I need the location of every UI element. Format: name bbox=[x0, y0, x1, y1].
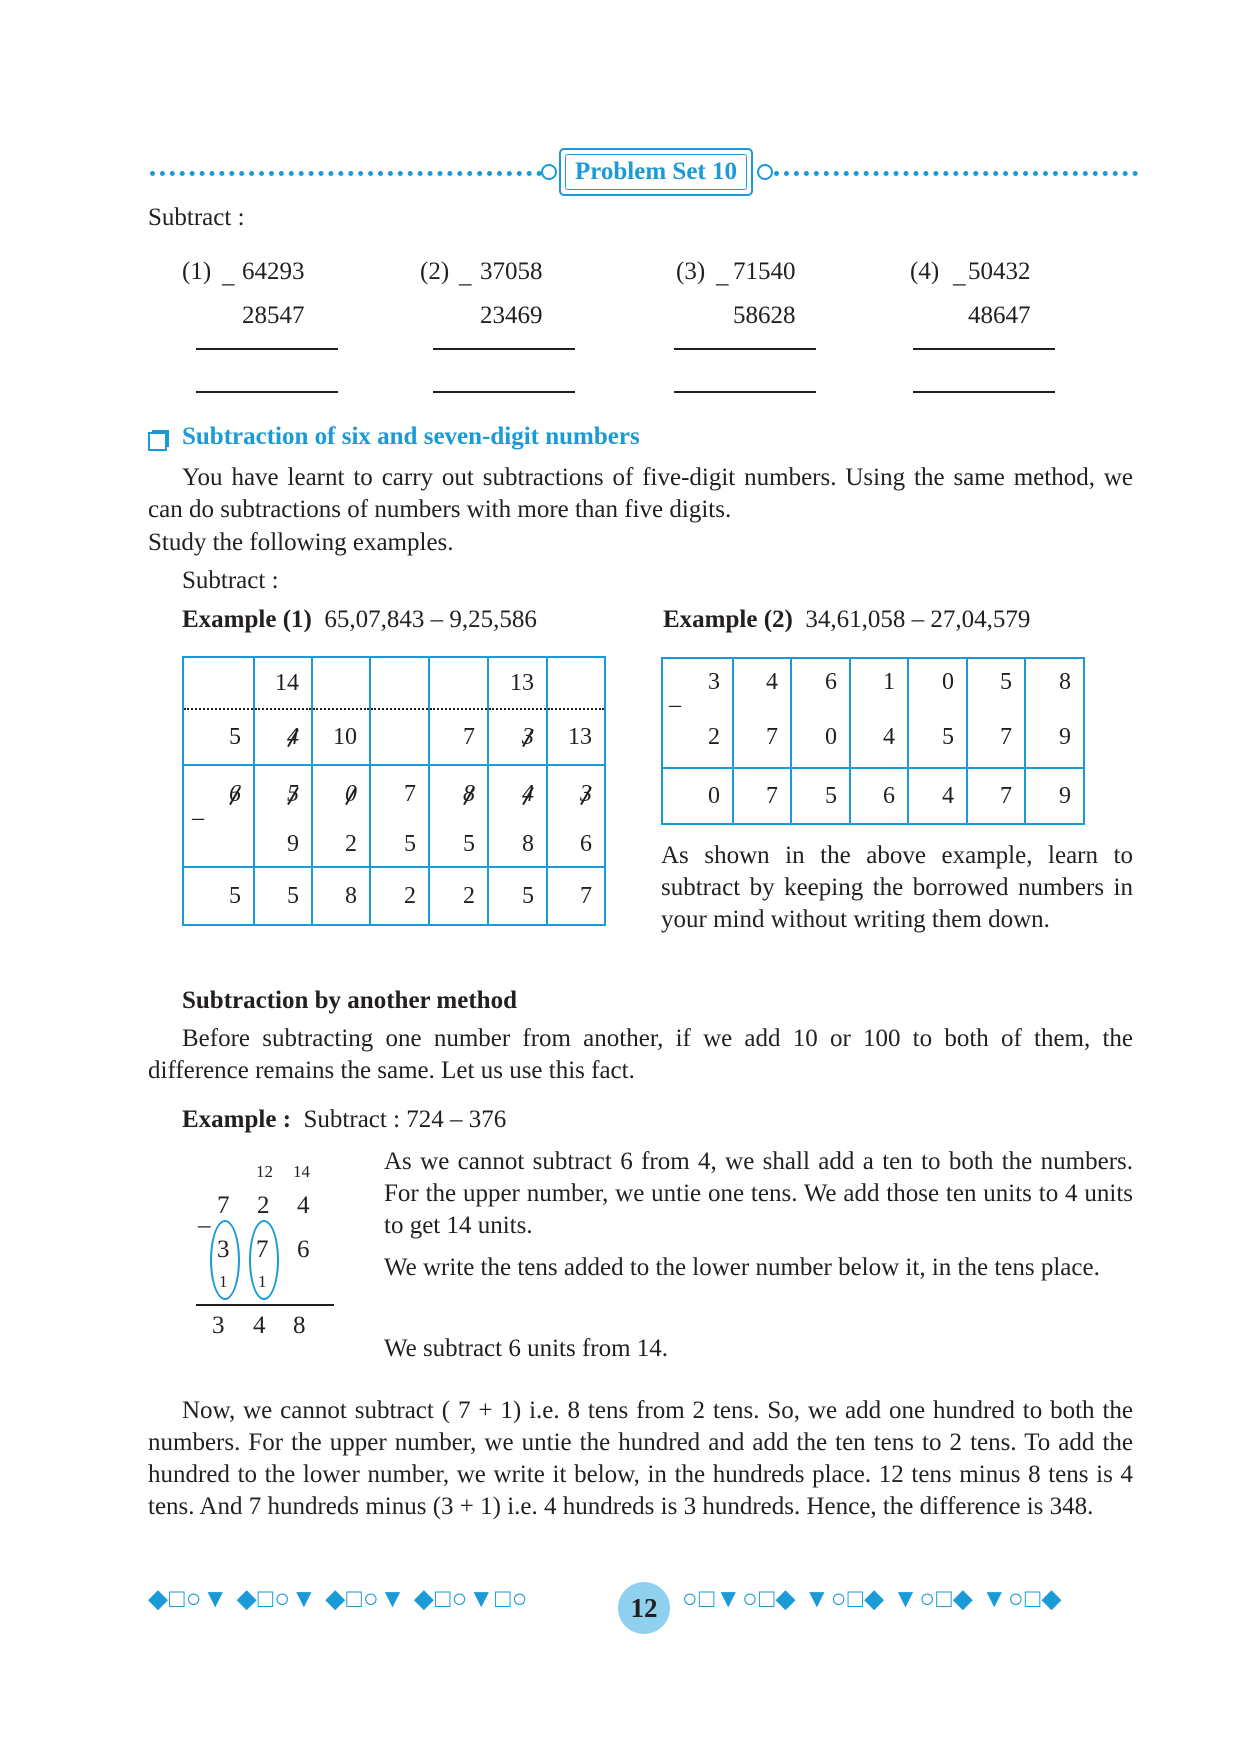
struck-digit: 3 bbox=[522, 723, 534, 750]
cell: 10 bbox=[312, 709, 370, 765]
cell: 9 bbox=[1025, 708, 1084, 768]
result-line bbox=[196, 1304, 334, 1306]
struck-digit: 8 bbox=[463, 781, 475, 807]
bottom-digit: 7 bbox=[256, 1236, 269, 1263]
cell: 13 bbox=[547, 709, 605, 765]
cell bbox=[488, 709, 547, 765]
minuend-row bbox=[662, 658, 1084, 708]
subtrahend: 48647 bbox=[968, 302, 1031, 329]
answer-line-1 bbox=[196, 348, 338, 350]
cell bbox=[429, 657, 488, 709]
minus-sign: – bbox=[953, 270, 966, 297]
borrow-row-1 bbox=[183, 657, 605, 709]
struck-digit: 0 bbox=[345, 781, 357, 807]
minuend: 71540 bbox=[733, 258, 796, 285]
cell bbox=[183, 657, 254, 709]
cell: 14 bbox=[254, 657, 312, 709]
result-digit: 3 bbox=[212, 1312, 225, 1339]
cell: – 2 bbox=[662, 708, 733, 768]
cell: 7 bbox=[547, 867, 605, 925]
cell: 2 bbox=[312, 823, 370, 867]
struck-digit: 3 bbox=[580, 781, 592, 807]
cell: 4 bbox=[733, 658, 791, 708]
minus-sign: – bbox=[459, 270, 472, 297]
struck-digit: 6 bbox=[229, 781, 241, 807]
cell: 5 bbox=[370, 823, 429, 867]
minuend-row bbox=[183, 765, 605, 823]
cell: 6 bbox=[791, 658, 850, 708]
top-digit: 2 bbox=[257, 1192, 270, 1219]
cell: 7 bbox=[370, 765, 429, 823]
header-dotted-line-right bbox=[774, 171, 1138, 176]
cell: 5 bbox=[791, 768, 850, 824]
cell bbox=[183, 805, 254, 867]
answer-line-1 bbox=[433, 348, 575, 350]
added-digit: 1 bbox=[219, 1272, 228, 1291]
example-3-explain-2: We write the tens added to the lower number below it, in the tens place. bbox=[384, 1254, 1100, 1281]
bottom-digit: 3 bbox=[217, 1236, 230, 1263]
example-1-heading bbox=[182, 604, 537, 636]
top-digit: 7 bbox=[217, 1192, 230, 1219]
cell bbox=[312, 765, 370, 823]
cell bbox=[429, 765, 488, 823]
checkbox-bullet-icon bbox=[148, 432, 167, 451]
problem-number: (1) bbox=[182, 258, 212, 285]
example-3-heading bbox=[182, 1104, 506, 1136]
result-digit: 4 bbox=[253, 1312, 266, 1339]
example-1-expression: 65,07,843 – 9,25,586 bbox=[324, 606, 537, 633]
example-2-label: Example (2) bbox=[663, 606, 793, 633]
problem-set-title-box bbox=[559, 148, 753, 196]
header-dotted-line-left bbox=[150, 171, 542, 176]
problem-number: (4) bbox=[910, 258, 940, 285]
answer-line-2 bbox=[674, 391, 816, 393]
cell: 0 bbox=[662, 768, 733, 824]
borrow-row-2 bbox=[183, 709, 605, 765]
cell: 4 bbox=[850, 708, 908, 768]
minus-sign: – bbox=[716, 270, 729, 297]
header-ring-right bbox=[757, 164, 773, 180]
bottom-digit: 6 bbox=[297, 1236, 310, 1263]
cell: 8 bbox=[312, 867, 370, 925]
cell: 6 bbox=[850, 768, 908, 824]
cell: 13 bbox=[488, 657, 547, 709]
cell: 1 bbox=[850, 658, 908, 708]
cell: 4 bbox=[908, 768, 967, 824]
example-2-heading bbox=[663, 604, 1030, 636]
cell: 5 bbox=[183, 709, 254, 765]
cell: 9 bbox=[254, 823, 312, 867]
cell bbox=[547, 657, 605, 709]
cell: 0 bbox=[908, 658, 967, 708]
cell: 5 bbox=[254, 867, 312, 925]
cell bbox=[254, 765, 312, 823]
result-row bbox=[662, 768, 1084, 824]
struck-digit: 4 bbox=[522, 781, 534, 807]
subtract-label-2: Subtract : bbox=[182, 567, 279, 594]
minus-sign: – bbox=[198, 1212, 211, 1239]
final-paragraph-text: Now, we cannot subtract ( 7 + 1) i.e. 8 tens from 2 tens. So, we add one hundred to both the numbers. For the upper number, we untie the hundred and add the ten tens to 2 tens. To add the hundred to the lower number, we write it below, in the hundreds place. 12 tens minus 8 tens is 4 tens. And 7 hundreds minus (3 + 1) i.e. 4 hundreds is 3 hundreds. Hence, the difference is 348. bbox=[148, 1397, 1133, 1520]
subtrahend: 58628 bbox=[733, 302, 796, 329]
page-title: Problem Set 10 bbox=[565, 154, 747, 190]
cell bbox=[370, 657, 429, 709]
cell: 3 bbox=[662, 658, 733, 708]
cell bbox=[488, 765, 547, 823]
answer-line-2 bbox=[913, 391, 1055, 393]
cell: 7 bbox=[733, 768, 791, 824]
example-1-label: Example (1) bbox=[182, 606, 312, 633]
cell: 2 bbox=[429, 867, 488, 925]
another-method-heading: Subtraction by another method bbox=[182, 987, 517, 1014]
cell: 0 bbox=[791, 708, 850, 768]
cell: 8 bbox=[488, 823, 547, 867]
cell: 8 bbox=[1025, 658, 1084, 708]
answer-line-1 bbox=[913, 348, 1055, 350]
cell: 6 bbox=[547, 823, 605, 867]
another-method-text: Before subtracting one number from another, if we add 10 or 100 to both of them, the difference remains the same. Let us use this fact. bbox=[148, 1025, 1133, 1084]
minus-sign: – bbox=[192, 805, 204, 831]
cell bbox=[370, 709, 429, 765]
cell: 5 bbox=[908, 708, 967, 768]
footer-pattern-right: ○□▼○□◆ ▼○□◆ ▼○□◆ ▼○□◆ bbox=[682, 1584, 1063, 1613]
answer-line-2 bbox=[196, 391, 338, 393]
minus-sign: – bbox=[222, 270, 235, 297]
cell bbox=[254, 709, 312, 765]
cell: 2 bbox=[370, 867, 429, 925]
answer-line-2 bbox=[433, 391, 575, 393]
example-3-label: Example : bbox=[182, 1106, 292, 1133]
carry-digit: 12 bbox=[256, 1162, 273, 1181]
cell: 5 bbox=[488, 867, 547, 925]
final-paragraph bbox=[148, 1395, 1133, 1523]
cell: 7 bbox=[967, 708, 1025, 768]
top-digit: 4 bbox=[297, 1192, 310, 1219]
carry-digit: 14 bbox=[293, 1162, 310, 1181]
problem-number: (3) bbox=[676, 258, 706, 285]
example-3-explain-1: As we cannot subtract 6 from 4, we shall add a ten to both the numbers. For the upper number, we untie one tens. We add those ten units to 4 units to get 14 units. bbox=[384, 1148, 1133, 1239]
cell: 5 bbox=[967, 658, 1025, 708]
cell: 5 bbox=[429, 823, 488, 867]
section-heading: Subtraction of six and seven-digit numbers bbox=[182, 423, 640, 450]
cell: 7 bbox=[429, 709, 488, 765]
problem-number: (2) bbox=[420, 258, 450, 285]
minuend: 37058 bbox=[480, 258, 543, 285]
result-digit: 8 bbox=[293, 1312, 306, 1339]
minuend: 64293 bbox=[242, 258, 305, 285]
minus-sign: – bbox=[669, 692, 681, 718]
cell: 5 bbox=[183, 867, 254, 925]
section-paragraph-text: You have learnt to carry out subtractions of five-digit numbers. Using the same method, we can do subtractions of numbers with more than five digits. bbox=[148, 464, 1133, 523]
cell bbox=[547, 765, 605, 823]
result-row bbox=[183, 867, 605, 925]
example-3-explain-3: We subtract 6 units from 14. bbox=[384, 1335, 669, 1362]
subtrahend-row bbox=[183, 823, 605, 867]
answer-line-1 bbox=[674, 348, 816, 350]
cell: 9 bbox=[1025, 768, 1084, 824]
subtract-label: Subtract : bbox=[148, 204, 245, 231]
minuend: 50432 bbox=[968, 258, 1031, 285]
added-digit: 1 bbox=[258, 1272, 267, 1291]
subtrahend: 23469 bbox=[480, 302, 543, 329]
another-method-paragraph bbox=[148, 1023, 1133, 1087]
example-3-expression: Subtract : 724 – 376 bbox=[303, 1106, 507, 1133]
study-examples: Study the following examples. bbox=[148, 529, 454, 556]
cell: 7 bbox=[733, 708, 791, 768]
section-paragraph bbox=[148, 462, 1133, 526]
struck-digit: 4 bbox=[287, 723, 299, 750]
header-ring-left bbox=[541, 164, 557, 180]
example-1-table bbox=[182, 656, 606, 926]
subtrahend-row bbox=[662, 708, 1084, 768]
example-2-table bbox=[661, 657, 1085, 825]
example-2-note: As shown in the above example, learn to subtract by keeping the borrowed numbers in your mind without writing them down. bbox=[661, 842, 1133, 933]
cell bbox=[312, 657, 370, 709]
example-2-expression: 34,61,058 – 27,04,579 bbox=[805, 606, 1031, 633]
struck-digit: 5 bbox=[287, 781, 299, 807]
page-number: 12 bbox=[618, 1582, 670, 1634]
subtrahend: 28547 bbox=[242, 302, 305, 329]
cell: 7 bbox=[967, 768, 1025, 824]
footer-pattern-left: ◆□○▼ ◆□○▼ ◆□○▼ ◆□○▼□○ bbox=[148, 1584, 529, 1613]
